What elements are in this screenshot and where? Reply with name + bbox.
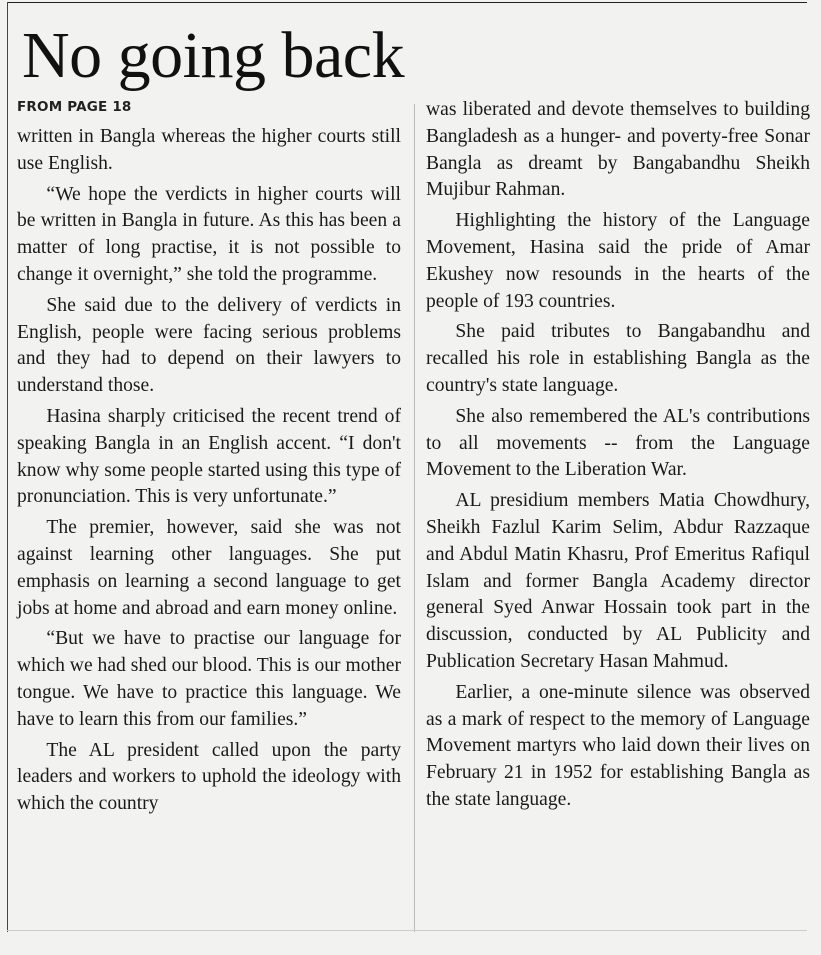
paragraph: “We hope the verdicts in higher courts will be written in Bangla in future. As this has been a matter of long practise, it is not possible to change it overnight,” she told the programme. <box>17 183 401 285</box>
paragraph: Highlighting the history of the Language Movement, Hasina said the pride of Amar Ekushey now resounds in the hearts of the people of 193 countries. <box>426 210 810 312</box>
jump-label: FROM PAGE 18 <box>17 99 132 115</box>
top-border-rule <box>8 2 807 3</box>
right-column <box>426 97 810 818</box>
paragraph: was liberated and devote themselves to building Bangladesh as a hunger- and poverty-free Sonar Bangla as dreamt by Bangabandhu Sheikh Mujibur Rahman. <box>426 99 810 201</box>
paragraph: She also remembered the AL's contributions to all movements -- from the Language Movement to the Liberation War. <box>426 405 810 481</box>
paragraph: The premier, however, said she was not against learning other languages. She put emphasis on learning a second language to get jobs at home and abroad and earn money online. <box>17 517 401 619</box>
left-border-rule <box>7 2 8 932</box>
paragraph: AL presidium members Matia Chowdhury, Sheikh Fazlul Karim Selim, Abdur Razzaque and Abdul Matin Khasru, Prof Emeritus Rafiqul Islam and former Bangla Academy director general Syed Anwar Hossain took part in the discussion, conducted by AL Publicity and Publication Secretary Hasan Mahmud. <box>426 490 810 672</box>
paragraph: She paid tributes to Bangabandhu and recalled his role in establishing Bangla as the country's state language. <box>426 321 810 396</box>
left-column <box>17 124 401 822</box>
paragraph: Earlier, a one-minute silence was observed as a mark of respect to the memory of Language Movement martyrs who laid down their lives on February 21 in 1952 for establishing Bangla as the state language. <box>426 681 810 810</box>
column-divider <box>414 104 415 932</box>
paragraph: Hasina sharply criticised the recent trend of speaking Bangla in an English accent. “I don't know why some people started using this type of pronunciation. This is very unfortunate.” <box>17 405 401 508</box>
paragraph: She said due to the delivery of verdicts in English, people were facing serious problems and they had to depend on their lawyers to understand those. <box>17 294 401 397</box>
paragraph: written in Bangla whereas the higher courts still use English. <box>17 126 401 174</box>
paragraph: “But we have to practise our language for which we had shed our blood. This is our mother tongue. We have to practice this language. We have to learn this from our families.” <box>17 628 401 730</box>
paragraph: The AL president called upon the party leaders and workers to uphold the ideology with which the country <box>17 739 401 815</box>
bottom-border-rule <box>7 930 807 931</box>
headline: No going back <box>22 19 405 92</box>
